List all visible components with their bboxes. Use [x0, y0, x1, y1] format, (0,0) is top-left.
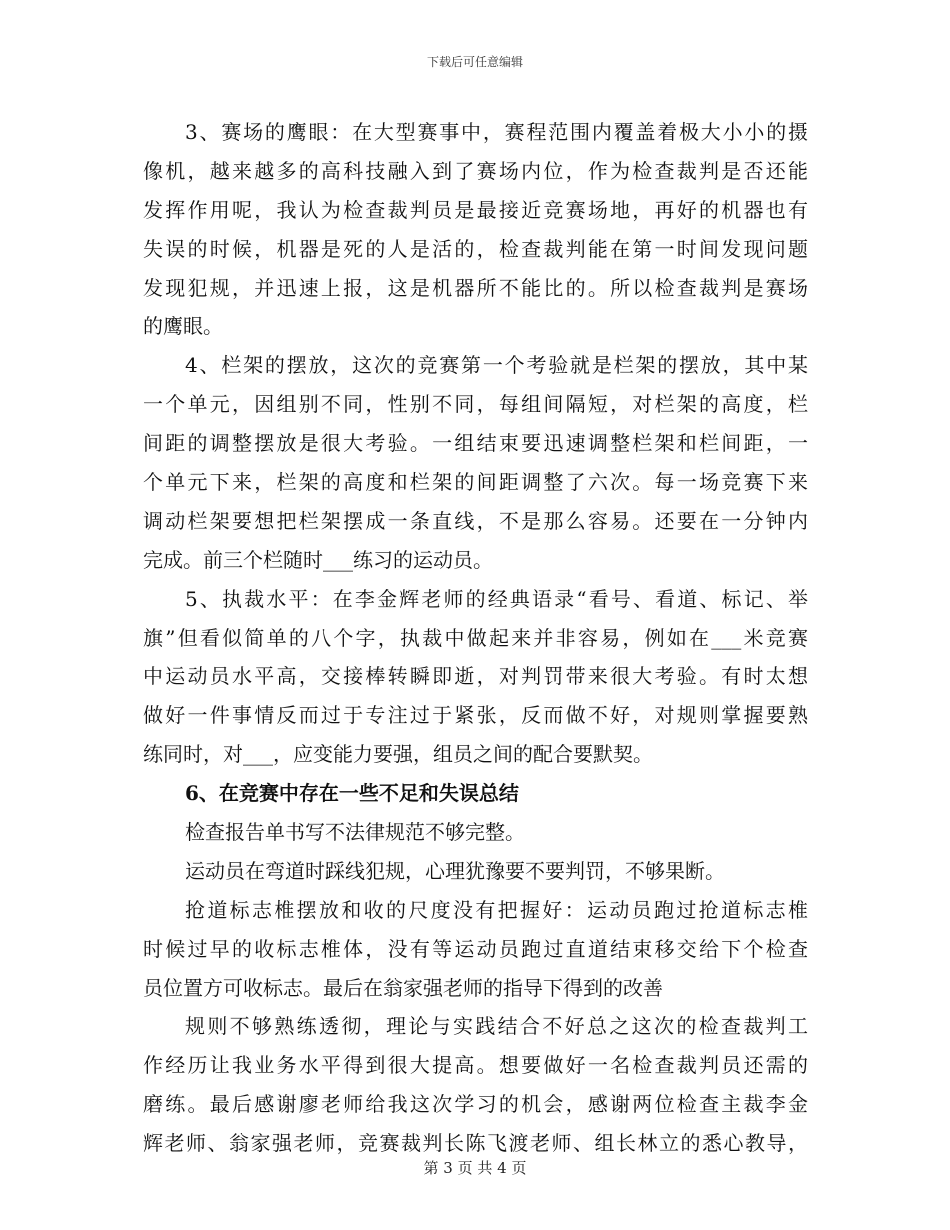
text-line: 的鹰眼。 [143, 314, 223, 339]
text-line: 运动员在弯道时踩线犯规，心理犹豫要不要判罚，不够果断。 [185, 858, 725, 883]
text-line: 发现犯规，并迅速上报，这是机器所不能比的。所以检查裁判是赛场 [143, 275, 808, 300]
document-body [143, 113, 808, 1163]
text-line: 检查报告单书写不法律规范不够完整。 [185, 820, 525, 845]
text-line: 练同时，对___，应变能力要强，组员之间的配合要默契。 [143, 742, 653, 767]
text-line: 发挥作用呢，我认为检查裁判员是最接近竞赛场地，再好的机器也有 [143, 197, 808, 222]
text-line: 抢道标志椎摆放和收的尺度没有把握好：运动员跑过抢道标志椎 [185, 897, 808, 922]
text-line: 个单元下来，栏架的高度和栏架的间距调整了六次。每一场竞赛下来 [143, 470, 808, 495]
text-line: 时候过早的收标志椎体，没有等运动员跑过直道结束移交给下个检查 [143, 936, 808, 961]
text-line: 调动栏架要想把栏架摆成一条直线，不是那么容易。还要在一分钟内 [143, 508, 808, 533]
text-line: 3、赛场的鹰眼：在大型赛事中，赛程范围内覆盖着极大小小的摄 [185, 120, 808, 144]
text-line: 磨练。最后感谢廖老师给我这次学习的机会，感谢两位检查主裁李金 [143, 1092, 808, 1117]
text-line: 作经历让我业务水平得到很大提高。想要做好一名检查裁判员还需的 [143, 1053, 808, 1078]
text-line: 一个单元，因组别不同，性别不同，每组间隔短，对栏架的高度，栏 [143, 392, 808, 417]
text-line: 失误的时候，机器是死的人是活的，检查裁判能在第一时间发现问题 [143, 236, 808, 261]
text-line: 中运动员水平高，交接棒转瞬即逝，对判罚带来很大考验。有时太想 [143, 664, 808, 689]
text-line: 完成。前三个栏随时___练习的运动员。 [143, 547, 493, 572]
text-line: 规则不够熟练透彻，理论与实践结合不好总之这次的检查裁判工 [185, 1014, 808, 1039]
text-line: 做好一件事情反而过于专注过于紧张，反而做不好，对规则掌握要熟 [143, 703, 808, 728]
text-line: 辉老师、翁家强老师，竞赛裁判长陈飞渡老师、组长林立的悉心教导， [143, 1131, 808, 1156]
text-line: 4、栏架的摆放，这次的竞赛第一个考验就是栏架的摆放，其中某 [185, 353, 808, 378]
text-line: 5、执裁水平：在李金辉老师的经典语录“看号、看道、标记、举 [185, 586, 808, 611]
text-line: 旗”但看似简单的八个字，执裁中做起来并非容易，例如在___米竞赛 [143, 625, 808, 650]
text-line: 像机，越来越多的高科技融入到了赛场内位，作为检查裁判是否还能 [143, 158, 808, 183]
page-header: 下载后可任意编辑 [426, 55, 523, 69]
page-footer: 第 3 页 共 4 页 [423, 1159, 527, 1177]
text-line: 6、在竞赛中存在一些不足和失误总结 [185, 781, 519, 806]
text-line: 员位置方可收标志。最后在翁家强老师的指导下得到的改善 [143, 975, 663, 1000]
text-line: 间距的调整摆放是很大考验。一组结束要迅速调整栏架和栏间距，一 [143, 431, 808, 456]
